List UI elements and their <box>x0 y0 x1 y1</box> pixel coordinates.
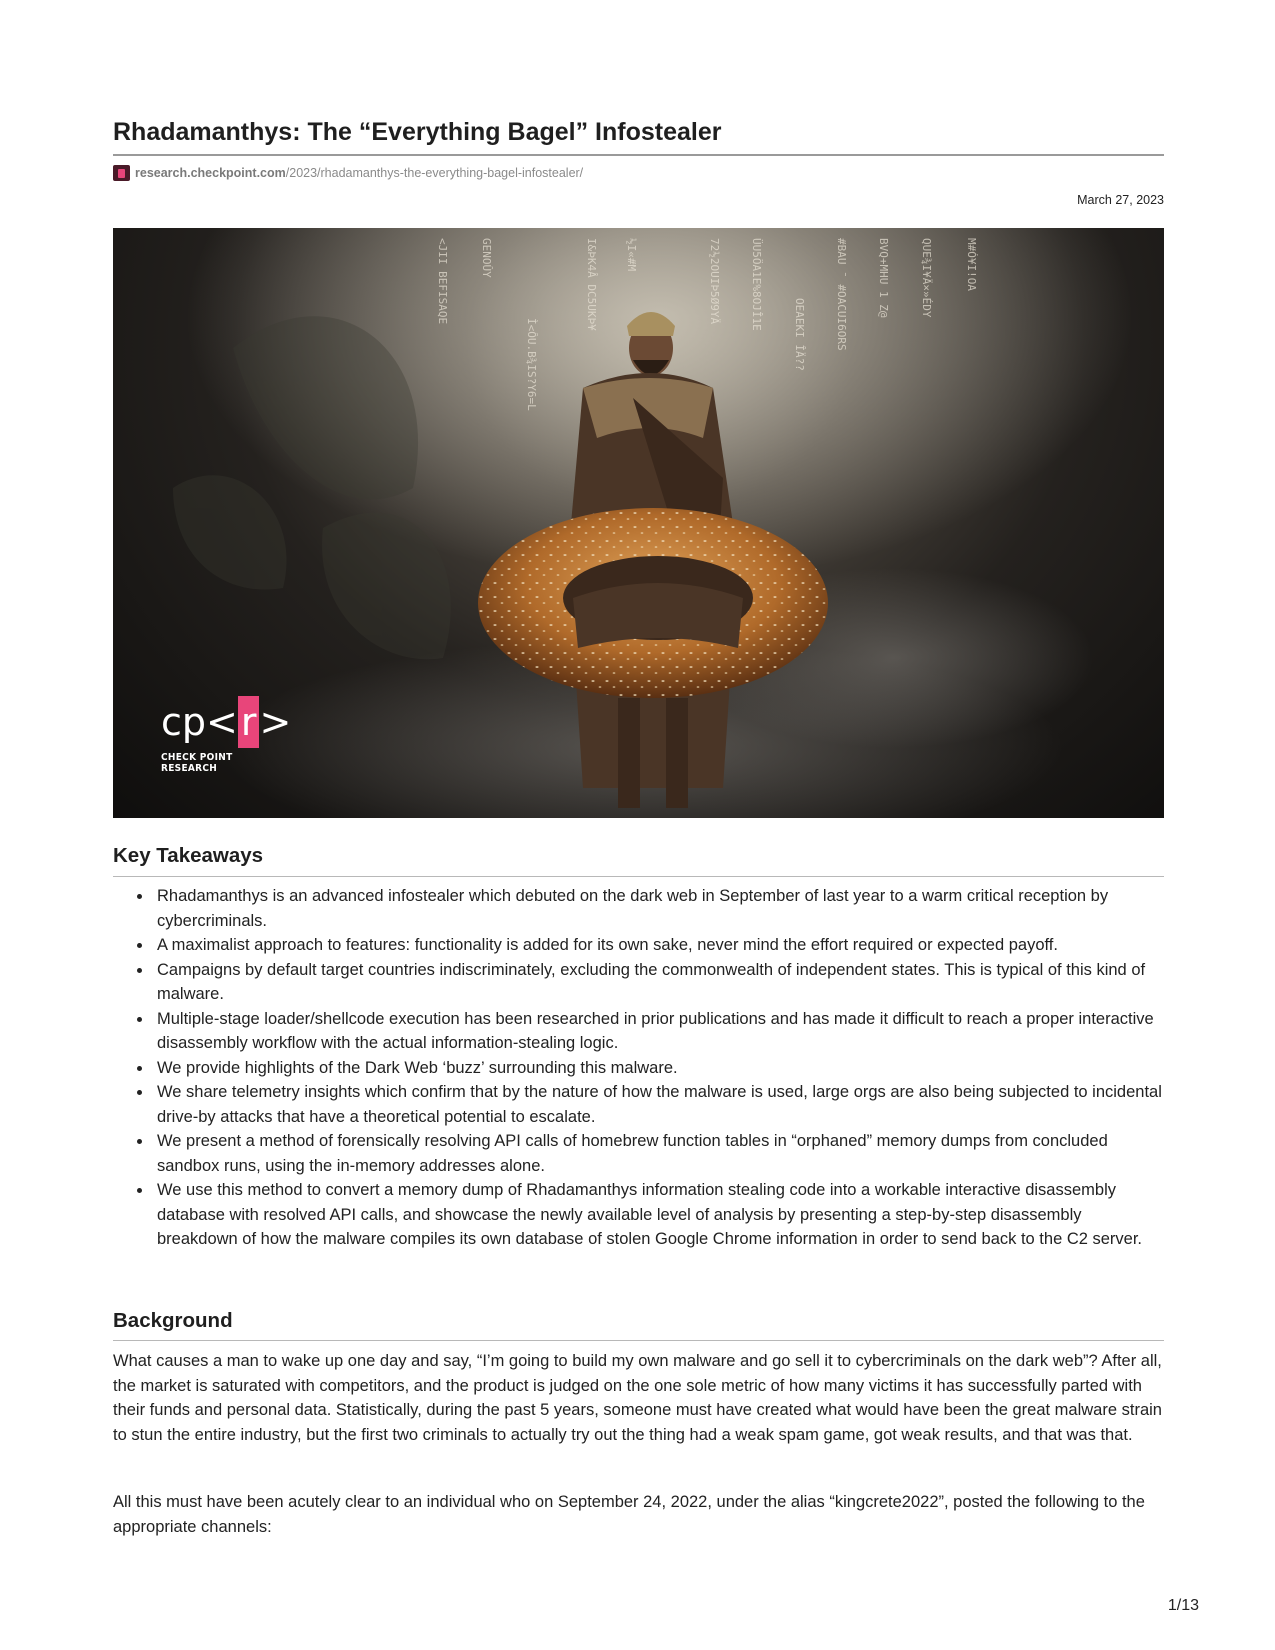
publish-date: March 27, 2023 <box>1077 193 1164 207</box>
svg-text:½I«#M: ½I«#M <box>625 238 638 272</box>
svg-text:72½2OUIÞ5Ø9YÄ: 72½2OUIÞ5Ø9YÄ <box>708 238 721 325</box>
svg-text:ÜU5ÖA1E%8OJÎ1E: ÜU5ÖA1E%8OJÎ1E <box>750 238 763 331</box>
source-path: /2023/rhadamanthys-the-everything-bagel-infostealer/ <box>285 166 584 180</box>
svg-text:M#Ó¥I!OA: M#Ó¥I!OA <box>965 238 978 291</box>
logo-caption: CHECK POINT RESEARCH <box>161 752 233 774</box>
svg-text:BVQ+MHU 1 Z@: BVQ+MHU 1 Z@ <box>877 238 890 318</box>
page-number: 1/13 <box>1167 1597 1199 1614</box>
svg-text:QUE¾I¥Ä×»ÉDY: QUE¾I¥Ä×»ÉDY <box>920 238 933 318</box>
list-item: We share telemetry insights which confirm that by the nature of how the malware is used, large orgs are also being subjected to incidental drive-by attacks that have a theoretical potential to escalate. <box>157 1080 1164 1129</box>
key-takeaways-divider <box>113 876 1164 877</box>
list-item: Campaigns by default target countries indiscriminately, excluding the commonwealth of independent states. This is typical of this kind of malware. <box>157 958 1164 1007</box>
article-title: Rhadamanthys: The “Everything Bagel” Infostealer <box>113 118 722 146</box>
title-divider <box>113 154 1164 156</box>
svg-text:Ì<ÔU.B¾IS?Y6=L: Ì<ÔU.B¾IS?Y6=L <box>525 318 538 411</box>
list-item: We present a method of forensically resolving API calls of homebrew function tables in “orphaned” memory dumps from concluded sandbox runs, using the in-memory addresses alone. <box>157 1129 1164 1178</box>
hero-image <box>113 228 1164 818</box>
svg-text:I&ÞK4Â DC5UKÞ¥: I&ÞK4Â DC5UKÞ¥ <box>585 238 598 331</box>
list-item: A maximalist approach to features: functionality is added for its own sake, never mind the effort required or expected payoff. <box>157 933 1164 958</box>
list-item: We provide highlights of the Dark Web ‘buzz’ surrounding this malware. <box>157 1056 1164 1081</box>
list-item: Rhadamanthys is an advanced infostealer which debuted on the dark web in September of last year to a warm critical reception by cybercriminals. <box>157 884 1164 933</box>
background-divider <box>113 1340 1164 1341</box>
list-item: We use this method to convert a memory dump of Rhadamanthys information stealing code into a workable interactive disassembly database with resolved API calls, and showcase the newly available level of analysis by presenting a step-by-step disassembly breakdown of how the malware compiles its own database of stolen Google Chrome information in order to send back to the C2 server. <box>157 1178 1164 1252</box>
svg-text:<JII BEFISAQE: <JII BEFISAQE <box>436 238 449 325</box>
source-domain: research.checkpoint.com <box>135 166 286 180</box>
background-paragraph-2: All this must have been acutely clear to an individual who on September 24, 2022, under the alias “kingcrete2022”, posted the following to the appropriate channels: <box>113 1493 1145 1536</box>
background-paragraph-1: What causes a man to wake up one day and say, “I’m going to build my own malware and go sell it to cybercriminals on the dark web”? After all, the market is saturated with competitors, and the product is judged on the one sole metric of how many victims it has successfully parted with their funds and personal data. Statistically, during the past 5 years, someone must have created what would have been the great malware strain to stun the entire industry, but the first two criminals to actually try out the thing had a weak spam game, got weak results, and that was that. <box>113 1352 1162 1444</box>
checkpoint-favicon-icon <box>113 165 130 181</box>
key-takeaways-heading: Key Takeaways <box>113 844 264 867</box>
svg-text:OEAEKI ÎÄ??: OEAEKI ÎÄ?? <box>793 298 806 371</box>
background-heading: Background <box>113 1309 233 1332</box>
cpr-logo: cp< r > CHECK POINT RESEARCH <box>161 696 291 774</box>
key-takeaways-list <box>113 884 1164 1252</box>
svg-text:#BAU ¯ #OACUI6ORS: #BAU ¯ #OACUI6ORS <box>835 238 848 351</box>
list-item: Multiple-stage loader/shellcode execution has been researched in prior publications and has made it difficult to reach a proper interactive disassembly workflow with the actual information-stealing logic. <box>157 1007 1164 1056</box>
source-url[interactable] <box>113 165 583 181</box>
svg-text:GENOÛY: GENOÛY <box>480 238 493 278</box>
